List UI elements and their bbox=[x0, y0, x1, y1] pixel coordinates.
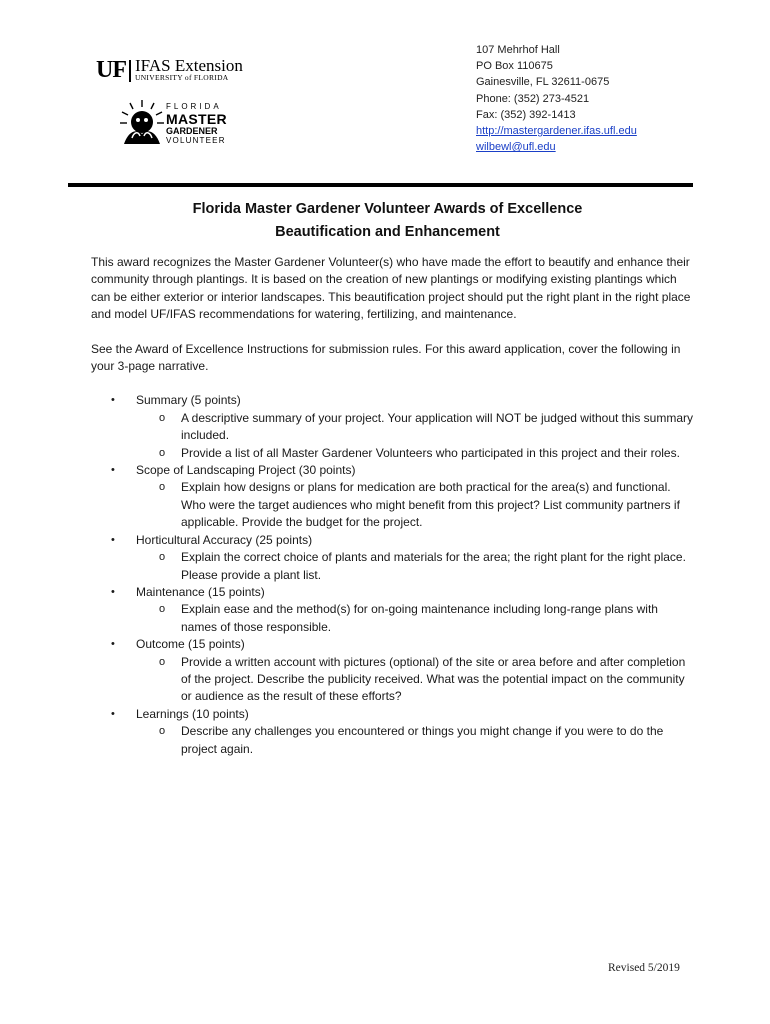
criteria-sublist bbox=[136, 723, 696, 758]
criteria-subitem-text: Explain ease and the method(s) for on-going maintenance including long-range plans with names of those responsible. bbox=[181, 602, 658, 634]
criteria-sublist bbox=[136, 601, 696, 636]
criteria-sublist bbox=[136, 479, 696, 531]
criteria-label: Scope of Landscaping Project (30 points) bbox=[136, 463, 356, 478]
uf-ifas-logo bbox=[96, 58, 256, 84]
instructions-paragraph: See the Award of Excellence Instructions for submission rules. For this award application, cover the following in your 3-page narrative. bbox=[91, 341, 681, 374]
intro-paragraph: This award recognizes the Master Gardener Volunteer(s) who have made the effort to beautify and enhance their community through plantings. It is based on the creation of new plantings or modifying existing plantings which can be either exterior or interior landscapes. This beautification project should put the right plant in the right place and model UF/IFAS recommendations for watering, fertilizing, and maintenance. bbox=[91, 255, 691, 322]
sub-bullet-icon: o bbox=[159, 655, 166, 668]
logo-master-text: MASTER bbox=[166, 111, 227, 127]
ifas-extension-label: IFAS Extension bbox=[135, 56, 243, 75]
logo-gardener-text: GARDENER bbox=[166, 126, 218, 136]
sunburst-gardener-icon bbox=[118, 98, 166, 146]
criteria-subitem-text: Provide a written account with pictures (optional) of the site or area before and after completion of the project. Describe the publicity received. What was the potential impact on the community or audience as the result of these efforts? bbox=[181, 654, 686, 704]
criteria-item bbox=[91, 706, 696, 758]
address-fax: Fax: (352) 392-1413 bbox=[476, 108, 576, 121]
criteria-subitem bbox=[136, 479, 696, 531]
address-street: 107 Mehrhof Hall bbox=[476, 44, 560, 56]
sub-bullet-icon: o bbox=[159, 446, 166, 459]
bullet-icon: • bbox=[111, 707, 115, 720]
email-link[interactable]: wilbewl@ufl.edu bbox=[476, 141, 556, 154]
criteria-subitem bbox=[136, 410, 696, 445]
criteria-label: Summary (5 points) bbox=[136, 393, 241, 408]
criteria-subitem-text: Explain how designs or plans for medication are both practical for the area(s) and functional. Who were the target audiences who might benefit from this project? List community partners if applicable. Provide the budget for the project. bbox=[181, 480, 680, 530]
criteria-sublist bbox=[136, 410, 696, 462]
criteria-subitem bbox=[136, 723, 696, 758]
sub-bullet-icon: o bbox=[159, 481, 166, 494]
document-subtitle: Beautification and Enhancement bbox=[275, 224, 500, 240]
address-city: Gainesville, FL 32611-0675 bbox=[476, 76, 610, 89]
criteria-item bbox=[91, 392, 696, 462]
uf-logo-mark: UF bbox=[96, 57, 126, 83]
criteria-subitem-text: Explain the correct choice of plants and materials for the area; the right plant for the right place. Please provide a plant list. bbox=[181, 550, 686, 582]
bullet-icon: • bbox=[111, 585, 115, 598]
revision-date: Revised 5/2019 bbox=[608, 962, 680, 974]
master-gardener-logo bbox=[118, 94, 233, 152]
university-label: UNIVERSITY of FLORIDA bbox=[135, 73, 229, 82]
criteria-label: Maintenance (15 points) bbox=[136, 584, 265, 599]
criteria-label: Outcome (15 points) bbox=[136, 637, 245, 652]
criteria-item bbox=[91, 584, 696, 636]
document-body bbox=[91, 254, 696, 758]
logo-volunteer-text: VOLUNTEER bbox=[166, 136, 226, 145]
criteria-subitem-text: Provide a list of all Master Gardener Volunteers who participated in this project and their roles. bbox=[181, 445, 680, 460]
criteria-sublist bbox=[136, 549, 696, 584]
criteria-subitem bbox=[136, 549, 696, 584]
logo-florida-text: FLORIDA bbox=[166, 102, 222, 111]
sub-bullet-icon: o bbox=[159, 725, 166, 738]
sub-bullet-icon: o bbox=[159, 411, 166, 424]
criteria-label: Horticultural Accuracy (25 points) bbox=[136, 532, 313, 547]
criteria-list bbox=[91, 392, 696, 758]
address-po-box: PO Box 110675 bbox=[476, 60, 553, 73]
criteria-label: Learnings (10 points) bbox=[136, 706, 249, 721]
bullet-icon: • bbox=[111, 394, 115, 407]
criteria-item bbox=[91, 532, 696, 584]
bullet-icon: • bbox=[111, 533, 115, 546]
criteria-item bbox=[91, 636, 696, 706]
contact-address-block bbox=[476, 42, 637, 155]
website-link[interactable]: http://mastergardener.ifas.ufl.edu bbox=[476, 125, 637, 138]
criteria-subitem-text: A descriptive summary of your project. Your application will NOT be judged without this summary included. bbox=[181, 410, 694, 443]
sub-bullet-icon: o bbox=[159, 551, 166, 564]
bullet-icon: • bbox=[111, 464, 115, 477]
criteria-subitem-text: Describe any challenges you encountered or things you might change if you were to do the project again. bbox=[181, 724, 664, 756]
logo-divider bbox=[129, 60, 131, 82]
criteria-sublist bbox=[136, 654, 696, 706]
bullet-icon: • bbox=[111, 638, 115, 651]
document-title-block bbox=[60, 198, 715, 244]
criteria-subitem bbox=[136, 445, 696, 462]
criteria-item bbox=[91, 462, 696, 532]
address-phone: Phone: (352) 273-4521 bbox=[476, 92, 590, 105]
criteria-subitem bbox=[136, 654, 696, 706]
sub-bullet-icon: o bbox=[159, 603, 166, 616]
document-title: Florida Master Gardener Volunteer Awards of Excellence bbox=[192, 201, 583, 217]
header-divider bbox=[68, 183, 693, 187]
criteria-subitem bbox=[136, 601, 696, 636]
